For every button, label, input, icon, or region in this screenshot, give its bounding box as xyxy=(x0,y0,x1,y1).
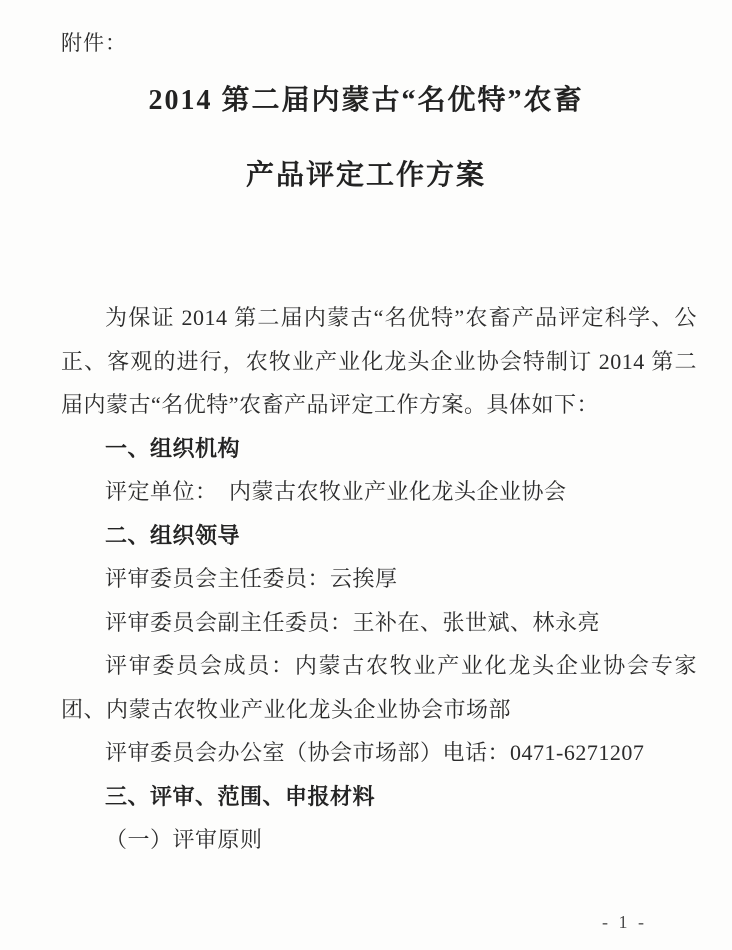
document-body xyxy=(61,296,697,862)
heading-section-2-leadership: 二、组织领导 xyxy=(105,522,241,548)
heading-section-1-organization: 一、组织机构 xyxy=(105,435,241,461)
page-number: - 1 - xyxy=(602,912,647,932)
attachment-label: 附件： xyxy=(61,32,127,55)
paragraph-intro: 为保证 2014 第二届内蒙古“名优特”农畜产品评定科学、公正、客观的进行，农牧业产业化龙头企业协会特制订 2014 第二届内蒙古“名优特”农畜产品评定工作方案。具体如下： xyxy=(61,305,697,417)
document-title-line1: 2014 第二届内蒙古“名优特”农畜 xyxy=(148,85,584,116)
paragraph-review-principles-subheading: （一）评审原则 xyxy=(105,827,263,852)
document-title-line2: 产品评定工作方案 xyxy=(245,160,486,191)
paragraph-rating-unit: 评定单位： 内蒙古农牧业产业化龙头企业协会 xyxy=(105,479,567,504)
paragraph-deputy-committee-members: 评审委员会副主任委员：王补在、张世斌、林永亮 xyxy=(105,609,601,635)
heading-section-3-review-scope-materials: 三、评审、范围、申报材料 xyxy=(105,783,376,809)
paragraph-committee-office-phone: 评审委员会办公室（协会市场部）电话：0471-6271207 xyxy=(105,740,645,765)
paragraph-chief-committee-member: 评审委员会主任委员：云挨厚 xyxy=(105,566,398,591)
paragraph-committee-members: 评审委员会成员：内蒙古农牧业产业化龙头企业协会专家团、内蒙古农牧业产业化龙头企业协会市场部 xyxy=(61,653,697,722)
